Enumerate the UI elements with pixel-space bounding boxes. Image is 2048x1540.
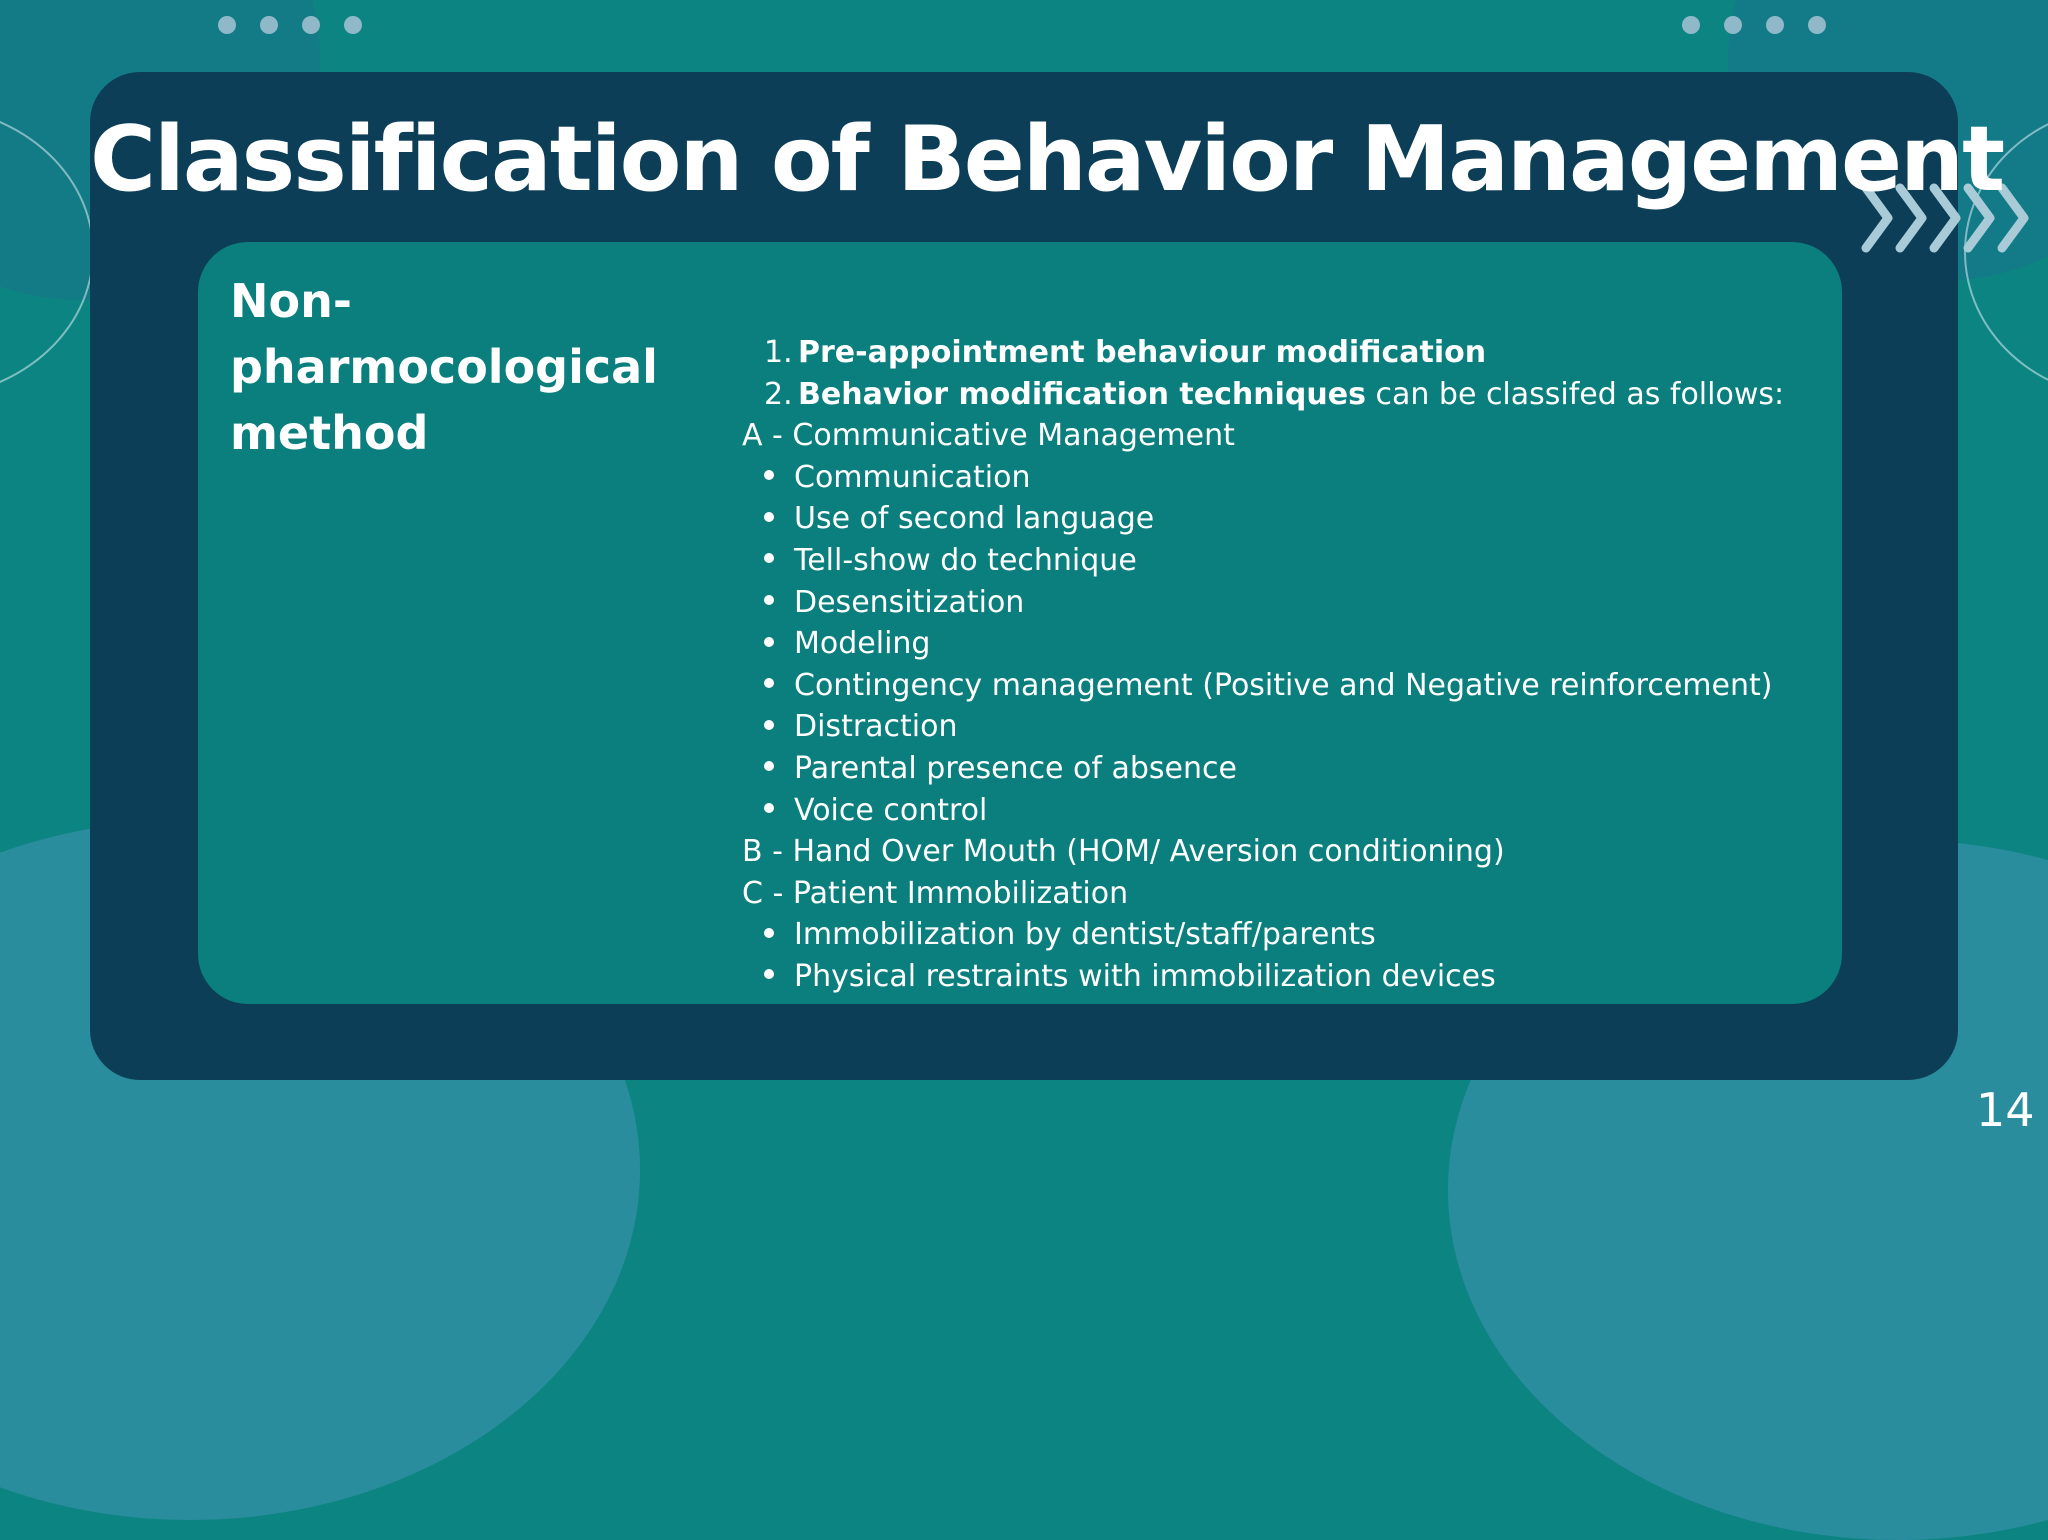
- list-item-text: Tell-show do technique: [794, 542, 1137, 578]
- bullet-icon: [764, 969, 774, 979]
- list-item: [740, 623, 1820, 665]
- bullet-icon: [764, 761, 774, 771]
- bullet-icon: [764, 470, 774, 480]
- item-number: 2.: [764, 376, 793, 412]
- list-item-text: Voice control: [794, 792, 988, 828]
- dot-icon: [302, 16, 320, 34]
- list-item: [740, 498, 1820, 540]
- numbered-list: [740, 332, 1820, 415]
- list-item-text: Communication: [794, 459, 1031, 495]
- bullet-icon: [764, 678, 774, 688]
- bullet-icon: [764, 637, 774, 647]
- list-item: [740, 706, 1820, 748]
- item-bold-text: Pre-appointment behaviour modification: [798, 335, 1487, 370]
- section-c-list: [740, 914, 1820, 997]
- content-list: [740, 332, 1820, 998]
- item-text: can be classifed as follows:: [1365, 376, 1785, 412]
- section-a-list: [740, 457, 1820, 831]
- list-item-text: Distraction: [794, 709, 958, 745]
- list-item: [740, 540, 1820, 582]
- dot-icon: [260, 16, 278, 34]
- bullet-icon: [764, 803, 774, 813]
- dot-icon: [1808, 16, 1826, 34]
- item-bold-text: Behavior modification techniques: [798, 376, 1366, 412]
- item-number: 1.: [764, 335, 793, 370]
- numbered-item: [740, 374, 1820, 416]
- list-item-text: Contingency management (Positive and Negative reinforcement): [794, 667, 1773, 703]
- bullet-icon: [764, 720, 774, 730]
- bullet-icon: [764, 928, 774, 938]
- section-c-label: C - Patient Immobilization: [742, 875, 1129, 911]
- dot-decoration-left: [218, 16, 362, 34]
- method-heading: Non-pharmocological method: [230, 274, 658, 460]
- list-item: [740, 665, 1820, 707]
- list-item: [740, 748, 1820, 790]
- dot-icon: [1766, 16, 1784, 34]
- numbered-item: [740, 332, 1820, 374]
- dot-icon: [344, 16, 362, 34]
- dot-decoration-right: [1682, 16, 1826, 34]
- list-item: [740, 457, 1820, 499]
- list-item-text: Desensitization: [794, 584, 1025, 620]
- list-item: [740, 956, 1820, 998]
- list-item-text: Physical restraints with immobilization devices: [794, 958, 1496, 994]
- list-item-text: Parental presence of absence: [794, 750, 1237, 786]
- list-item: [740, 582, 1820, 624]
- dot-icon: [218, 16, 236, 34]
- page-number: 14: [1976, 1083, 2035, 1137]
- section-a-label: A - Communicative Management: [742, 418, 1235, 454]
- bullet-icon: [764, 595, 774, 605]
- bullet-icon: [764, 512, 774, 522]
- bullet-icon: [764, 553, 774, 563]
- dot-icon: [1724, 16, 1742, 34]
- list-item: [740, 914, 1820, 956]
- slide-title: Classification of Behavior Management: [90, 107, 2004, 212]
- list-item-text: Immobilization by dentist/staff/parents: [794, 917, 1376, 953]
- section-b-label: B - Hand Over Mouth (HOM/ Aversion conditioning): [742, 834, 1505, 870]
- list-item-text: Use of second language: [794, 501, 1155, 537]
- list-item-text: Modeling: [794, 626, 931, 662]
- list-item: [740, 790, 1820, 832]
- dot-icon: [1682, 16, 1700, 34]
